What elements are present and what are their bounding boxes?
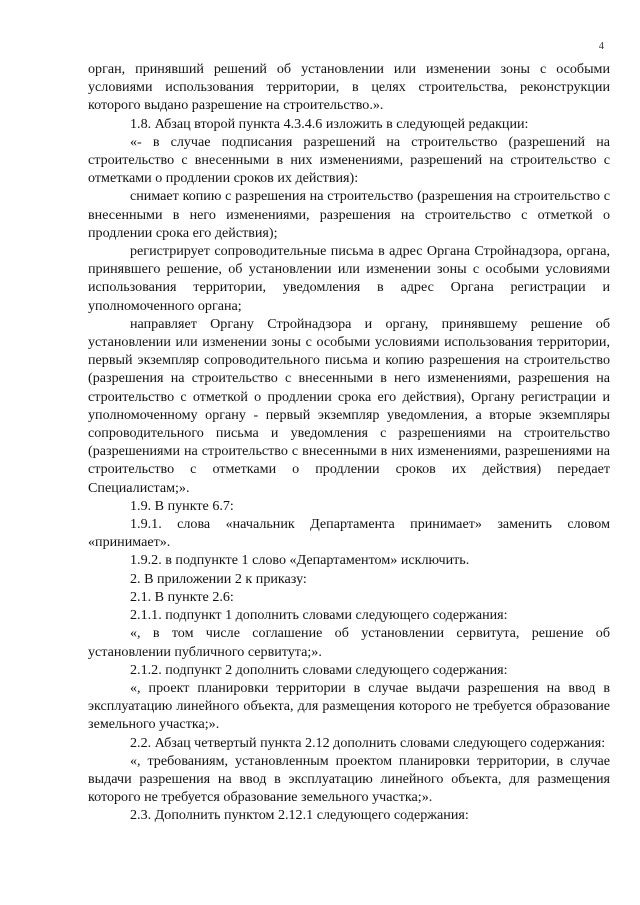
paragraph: направляет Органу Стройнадзора и органу, принявшему решение об установлении или изменении зоны с особыми условиями использования территории, первый экземпляр сопроводительного письма и копию разрешения на строительство (разрешения на строительство с внесенными в него изменениями, разрешения на строительство с отметкой о продлении срока его действия), Органу регистрации и уполномоченному органу - первый экземпляр уведомления, а вторые экземпляры сопроводительного письма и уведомления с разрешениями на строительство (разрешениями на строительство с внесенными в них изменениями, разрешениями на строительство с отметками о продлении сроков их действия) передает Специалистам;». — [88, 315, 610, 496]
paragraph: 1.9. В пункте 6.7: — [130, 497, 234, 514]
page-number: 4 — [598, 41, 604, 52]
paragraph: орган, принявший решений об установлении или изменении зоны с особыми условиями использования территории, в целях строительства, реконструкции которого выдано разрешение на строительство.». — [88, 61, 610, 114]
paragraph: 1.8. Абзац второй пункта 4.3.4.6 изложить в следующей редакции: — [130, 115, 529, 132]
paragraph: 2.1.2. подпункт 2 дополнить словами следующего содержания: — [130, 661, 508, 678]
paragraph: регистрирует сопроводительные письма в адрес Органа Стройнадзора, органа, принявшего решение, об установлении или изменении зоны с особыми условиями использования территории, уведомления в адрес Органа регистрации и уполномоченного органа; — [88, 243, 610, 314]
paragraph: 2.1.1. подпункт 1 дополнить словами следующего содержания: — [130, 607, 508, 624]
paragraph: 2. В приложении 2 к приказу: — [130, 570, 307, 587]
paragraph: «, в том числе соглашение об установлении сервитута, решение об установлении публичного сервитута;». — [88, 625, 610, 660]
paragraph: 1.9.2. в подпункте 1 слово «Департаментом» исключить. — [130, 552, 470, 569]
document-body — [88, 60, 610, 825]
paragraph: 1.9.1. слова «начальник Департамента принимает» заменить словом «принимает». — [88, 516, 610, 551]
paragraph: «, проект планировки территории в случае выдачи разрешения на ввод в эксплуатацию линейного объекта, для размещения которого не требуется образование земельного участка;». — [88, 679, 610, 733]
paragraph: 2.2. Абзац четвертый пункта 2.12 дополнить словами следующего содержания: — [130, 734, 606, 751]
paragraph: «- в случае подписания разрешений на строительство (разрешений на строительство с внесенными в них изменениями, разрешений на строительство с отметками о продлении сроков их действия): — [88, 133, 610, 187]
paragraph: 2.1. В пункте 2.6: — [130, 588, 234, 605]
paragraph: «, требованиям, установленным проектом планировки территории, в случае выдачи разрешения на ввод в эксплуатацию линейного объекта, для размещения которого не требуется образование земельного участка;». — [88, 752, 610, 806]
paragraph: 2.3. Дополнить пунктом 2.12.1 следующего содержания: — [130, 807, 469, 824]
paragraph: снимает копию с разрешения на строительство (разрешения на строительство с внесенными в него изменениями, разрешения на строительство с отметкой о продлении срока его действия); — [88, 188, 610, 241]
